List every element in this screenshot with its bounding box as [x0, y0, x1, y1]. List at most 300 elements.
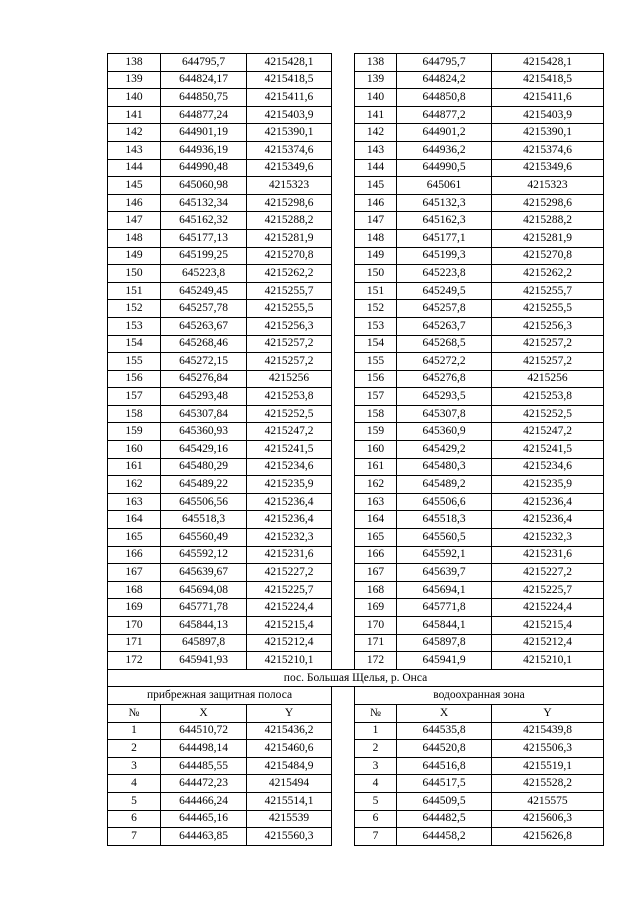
- header-number-right: №: [355, 704, 397, 722]
- y-coordinate-right: 4215256: [492, 370, 604, 388]
- point-number-right: 2: [355, 740, 397, 758]
- x-coordinate-left: 645268,46: [161, 335, 247, 353]
- column-gap: [332, 529, 355, 547]
- table-row: [108, 405, 604, 423]
- x-coordinate-left: 645293,48: [161, 388, 247, 406]
- y-coordinate-left: 4215418,5: [247, 71, 332, 89]
- header-y-left: Y: [247, 704, 332, 722]
- x-coordinate-left: 644463,85: [161, 828, 247, 846]
- point-number-right: 143: [355, 141, 397, 159]
- column-gap: [332, 300, 355, 318]
- y-coordinate-left: 4215270,8: [247, 247, 332, 265]
- x-coordinate-left: 645360,93: [161, 423, 247, 441]
- x-coordinate-left: 645941,93: [161, 652, 247, 670]
- table-row: [108, 775, 604, 793]
- point-number-right: 148: [355, 229, 397, 247]
- x-coordinate-right: 644520,8: [397, 740, 492, 758]
- point-number-right: 3: [355, 757, 397, 775]
- x-coordinate-right: 645307,8: [397, 405, 492, 423]
- table-row: [108, 476, 604, 494]
- x-coordinate-left: 645560,49: [161, 529, 247, 547]
- table-row: [108, 546, 604, 564]
- table-row: [108, 300, 604, 318]
- point-number-right: 160: [355, 441, 397, 459]
- y-coordinate-right: 4215418,5: [492, 71, 604, 89]
- column-gap: [332, 704, 355, 722]
- x-coordinate-left: 645592,12: [161, 546, 247, 564]
- x-coordinate-right: 645771,8: [397, 599, 492, 617]
- table-row: [108, 740, 604, 758]
- y-coordinate-right: 4215212,4: [492, 634, 604, 652]
- point-number-left: 170: [108, 617, 161, 635]
- y-coordinate-right: 4215606,3: [492, 810, 604, 828]
- x-coordinate-right: 645694,1: [397, 581, 492, 599]
- column-gap: [332, 247, 355, 265]
- point-number-right: 151: [355, 282, 397, 300]
- column-gap: [332, 564, 355, 582]
- y-coordinate-right: 4215224,4: [492, 599, 604, 617]
- y-coordinate-right: 4215252,5: [492, 405, 604, 423]
- point-number-right: 5: [355, 792, 397, 810]
- y-coordinate-left: 4215484,9: [247, 757, 332, 775]
- y-coordinate-left: 4215560,3: [247, 828, 332, 846]
- table-row: [108, 564, 604, 582]
- x-coordinate-left: 645771,78: [161, 599, 247, 617]
- column-gap: [332, 141, 355, 159]
- y-coordinate-right: 4215215,4: [492, 617, 604, 635]
- point-number-left: 140: [108, 89, 161, 107]
- zone-title-left: прибрежная защитная полоса: [108, 687, 332, 705]
- y-coordinate-right: 4215349,6: [492, 159, 604, 177]
- x-coordinate-right: 645489,2: [397, 476, 492, 494]
- y-coordinate-left: 4215298,6: [247, 194, 332, 212]
- point-number-left: 161: [108, 458, 161, 476]
- point-number-right: 140: [355, 89, 397, 107]
- x-coordinate-left: 644510,72: [161, 722, 247, 740]
- column-gap: [332, 511, 355, 529]
- x-coordinate-left: 645257,78: [161, 300, 247, 318]
- y-coordinate-left: 4215224,4: [247, 599, 332, 617]
- column-gap: [332, 581, 355, 599]
- zone-title-right: водоохранная зона: [355, 687, 604, 705]
- y-coordinate-left: 4215210,1: [247, 652, 332, 670]
- x-coordinate-right: 645257,8: [397, 300, 492, 318]
- y-coordinate-right: 4215236,4: [492, 493, 604, 511]
- y-coordinate-right: 4215236,4: [492, 511, 604, 529]
- x-coordinate-left: 645506,56: [161, 493, 247, 511]
- table-row: [108, 529, 604, 547]
- point-number-right: 155: [355, 353, 397, 371]
- x-coordinate-left: 645272,15: [161, 353, 247, 371]
- column-gap: [332, 370, 355, 388]
- y-coordinate-right: 4215439,8: [492, 722, 604, 740]
- point-number-right: 4: [355, 775, 397, 793]
- point-number-right: 166: [355, 546, 397, 564]
- column-gap: [332, 828, 355, 846]
- y-coordinate-right: 4215256,3: [492, 317, 604, 335]
- point-number-left: 159: [108, 423, 161, 441]
- x-coordinate-left: 645844,13: [161, 617, 247, 635]
- table-row: [108, 810, 604, 828]
- column-gap: [332, 405, 355, 423]
- x-coordinate-left: 645639,67: [161, 564, 247, 582]
- section-body: [108, 669, 604, 722]
- x-coordinate-right: 645177,1: [397, 229, 492, 247]
- x-coordinate-left: 645060,98: [161, 177, 247, 195]
- column-gap: [332, 810, 355, 828]
- point-number-left: 143: [108, 141, 161, 159]
- column-gap: [332, 458, 355, 476]
- point-number-left: 164: [108, 511, 161, 529]
- y-coordinate-left: 4215374,6: [247, 141, 332, 159]
- x-coordinate-left: 645694,08: [161, 581, 247, 599]
- table-row: [108, 335, 604, 353]
- point-number-left: 147: [108, 212, 161, 230]
- point-number-left: 148: [108, 229, 161, 247]
- y-coordinate-right: 4215403,9: [492, 106, 604, 124]
- point-number-left: 149: [108, 247, 161, 265]
- point-number-right: 150: [355, 265, 397, 283]
- point-number-right: 172: [355, 652, 397, 670]
- x-coordinate-left: 645223,8: [161, 265, 247, 283]
- point-number-left: 154: [108, 335, 161, 353]
- x-coordinate-right: 644516,8: [397, 757, 492, 775]
- y-coordinate-left: 4215253,8: [247, 388, 332, 406]
- table-row: [108, 441, 604, 459]
- y-coordinate-left: 4215225,7: [247, 581, 332, 599]
- y-coordinate-right: 4215210,1: [492, 652, 604, 670]
- y-coordinate-left: 4215256: [247, 370, 332, 388]
- y-coordinate-right: 4215247,2: [492, 423, 604, 441]
- column-gap: [332, 265, 355, 283]
- point-number-right: 7: [355, 828, 397, 846]
- point-number-right: 165: [355, 529, 397, 547]
- y-coordinate-left: 4215514,1: [247, 792, 332, 810]
- x-coordinate-left: 645480,29: [161, 458, 247, 476]
- x-coordinate-left: 644795,7: [161, 54, 247, 72]
- x-coordinate-left: 644466,24: [161, 792, 247, 810]
- table-row: [108, 265, 604, 283]
- x-coordinate-right: 644990,5: [397, 159, 492, 177]
- top-coordinates-body: [108, 54, 604, 670]
- y-coordinate-left: 4215212,4: [247, 634, 332, 652]
- y-coordinate-right: 4215255,5: [492, 300, 604, 318]
- point-number-left: 163: [108, 493, 161, 511]
- point-number-right: 152: [355, 300, 397, 318]
- point-number-left: 165: [108, 529, 161, 547]
- table-row: [108, 599, 604, 617]
- y-coordinate-left: 4215436,2: [247, 722, 332, 740]
- x-coordinate-left: 645263,67: [161, 317, 247, 335]
- point-number-right: 170: [355, 617, 397, 635]
- point-number-right: 146: [355, 194, 397, 212]
- point-number-left: 7: [108, 828, 161, 846]
- table-row: [108, 106, 604, 124]
- y-coordinate-right: 4215253,8: [492, 388, 604, 406]
- point-number-right: 142: [355, 124, 397, 142]
- y-coordinate-left: 4215428,1: [247, 54, 332, 72]
- x-coordinate-left: 645489,22: [161, 476, 247, 494]
- x-coordinate-left: 645199,25: [161, 247, 247, 265]
- column-header-row: [108, 704, 604, 722]
- y-coordinate-right: 4215235,9: [492, 476, 604, 494]
- table-row: [108, 54, 604, 72]
- column-gap: [332, 617, 355, 635]
- x-coordinate-right: 645429,2: [397, 441, 492, 459]
- point-number-left: 169: [108, 599, 161, 617]
- x-coordinate-left: 645897,8: [161, 634, 247, 652]
- y-coordinate-right: 4215234,6: [492, 458, 604, 476]
- y-coordinate-left: 4215288,2: [247, 212, 332, 230]
- point-number-right: 145: [355, 177, 397, 195]
- table-row: [108, 458, 604, 476]
- column-gap: [332, 159, 355, 177]
- x-coordinate-right: 645844,1: [397, 617, 492, 635]
- column-gap: [332, 54, 355, 72]
- x-coordinate-left: 644465,16: [161, 810, 247, 828]
- x-coordinate-right: 645897,8: [397, 634, 492, 652]
- x-coordinate-left: 645276,84: [161, 370, 247, 388]
- point-number-left: 144: [108, 159, 161, 177]
- table-row: [108, 828, 604, 846]
- y-coordinate-right: 4215390,1: [492, 124, 604, 142]
- y-coordinate-right: 4215232,3: [492, 529, 604, 547]
- x-coordinate-right: 645560,5: [397, 529, 492, 547]
- table-row: [108, 89, 604, 107]
- x-coordinate-right: 645132,3: [397, 194, 492, 212]
- x-coordinate-left: 645518,3: [161, 511, 247, 529]
- table-row: [108, 282, 604, 300]
- x-coordinate-left: 645177,13: [161, 229, 247, 247]
- y-coordinate-left: 4215241,5: [247, 441, 332, 459]
- coordinates-table: [107, 53, 604, 846]
- point-number-left: 157: [108, 388, 161, 406]
- point-number-right: 147: [355, 212, 397, 230]
- x-coordinate-left: 645429,16: [161, 441, 247, 459]
- table-row: [108, 493, 604, 511]
- x-coordinate-right: 645263,7: [397, 317, 492, 335]
- point-number-left: 6: [108, 810, 161, 828]
- header-x-right: X: [397, 704, 492, 722]
- x-coordinate-right: 644795,7: [397, 54, 492, 72]
- header-y-right: Y: [492, 704, 604, 722]
- x-coordinate-right: 645518,3: [397, 511, 492, 529]
- column-gap: [332, 317, 355, 335]
- y-coordinate-left: 4215403,9: [247, 106, 332, 124]
- table-row: [108, 194, 604, 212]
- column-gap: [332, 687, 355, 705]
- column-gap: [332, 335, 355, 353]
- column-gap: [332, 652, 355, 670]
- column-gap: [332, 106, 355, 124]
- point-number-left: 138: [108, 54, 161, 72]
- point-number-left: 150: [108, 265, 161, 283]
- y-coordinate-left: 4215215,4: [247, 617, 332, 635]
- section-title: пос. Большая Щелья, р. Онса: [108, 669, 604, 687]
- point-number-right: 162: [355, 476, 397, 494]
- y-coordinate-left: 4215257,2: [247, 353, 332, 371]
- x-coordinate-left: 644901,19: [161, 124, 247, 142]
- y-coordinate-right: 4215374,6: [492, 141, 604, 159]
- x-coordinate-left: 644472,23: [161, 775, 247, 793]
- zone-title-row: [108, 687, 604, 705]
- y-coordinate-right: 4215298,6: [492, 194, 604, 212]
- x-coordinate-right: 645272,2: [397, 353, 492, 371]
- y-coordinate-left: 4215256,3: [247, 317, 332, 335]
- point-number-right: 6: [355, 810, 397, 828]
- x-coordinate-right: 644936,2: [397, 141, 492, 159]
- column-gap: [332, 722, 355, 740]
- table-row: [108, 229, 604, 247]
- column-gap: [332, 476, 355, 494]
- point-number-right: 158: [355, 405, 397, 423]
- x-coordinate-right: 644517,5: [397, 775, 492, 793]
- y-coordinate-left: 4215236,4: [247, 493, 332, 511]
- y-coordinate-left: 4215494: [247, 775, 332, 793]
- point-number-left: 145: [108, 177, 161, 195]
- point-number-left: 1: [108, 722, 161, 740]
- column-gap: [332, 493, 355, 511]
- point-number-left: 3: [108, 757, 161, 775]
- table-row: [108, 722, 604, 740]
- point-number-right: 161: [355, 458, 397, 476]
- table-row: [108, 141, 604, 159]
- point-number-right: 168: [355, 581, 397, 599]
- x-coordinate-right: 645360,9: [397, 423, 492, 441]
- y-coordinate-right: 4215257,2: [492, 353, 604, 371]
- x-coordinate-right: 645506,6: [397, 493, 492, 511]
- point-number-right: 167: [355, 564, 397, 582]
- point-number-right: 149: [355, 247, 397, 265]
- table-row: [108, 423, 604, 441]
- y-coordinate-left: 4215247,2: [247, 423, 332, 441]
- x-coordinate-left: 644877,24: [161, 106, 247, 124]
- header-number-left: №: [108, 704, 161, 722]
- column-gap: [332, 423, 355, 441]
- point-number-right: 156: [355, 370, 397, 388]
- point-number-left: 4: [108, 775, 161, 793]
- point-number-right: 144: [355, 159, 397, 177]
- x-coordinate-left: 644936,19: [161, 141, 247, 159]
- y-coordinate-right: 4215225,7: [492, 581, 604, 599]
- column-gap: [332, 282, 355, 300]
- point-number-right: 163: [355, 493, 397, 511]
- table-row: [108, 212, 604, 230]
- y-coordinate-right: 4215626,8: [492, 828, 604, 846]
- point-number-right: 157: [355, 388, 397, 406]
- y-coordinate-right: 4215231,6: [492, 546, 604, 564]
- y-coordinate-left: 4215262,2: [247, 265, 332, 283]
- y-coordinate-left: 4215323: [247, 177, 332, 195]
- column-gap: [332, 599, 355, 617]
- y-coordinate-right: 4215255,7: [492, 282, 604, 300]
- x-coordinate-right: 644482,5: [397, 810, 492, 828]
- point-number-left: 146: [108, 194, 161, 212]
- point-number-right: 171: [355, 634, 397, 652]
- x-coordinate-left: 645307,84: [161, 405, 247, 423]
- y-coordinate-left: 4215281,9: [247, 229, 332, 247]
- point-number-left: 156: [108, 370, 161, 388]
- x-coordinate-right: 645249,5: [397, 282, 492, 300]
- y-coordinate-right: 4215288,2: [492, 212, 604, 230]
- x-coordinate-right: 645480,3: [397, 458, 492, 476]
- y-coordinate-right: 4215519,1: [492, 757, 604, 775]
- x-coordinate-right: 645268,5: [397, 335, 492, 353]
- x-coordinate-right: 644877,2: [397, 106, 492, 124]
- y-coordinate-left: 4215231,6: [247, 546, 332, 564]
- x-coordinate-right: 644850,8: [397, 89, 492, 107]
- y-coordinate-left: 4215227,2: [247, 564, 332, 582]
- table-row: [108, 71, 604, 89]
- column-gap: [332, 229, 355, 247]
- x-coordinate-right: 645162,3: [397, 212, 492, 230]
- point-number-left: 2: [108, 740, 161, 758]
- table-row: [108, 159, 604, 177]
- point-number-right: 139: [355, 71, 397, 89]
- table-row: [108, 757, 604, 775]
- y-coordinate-right: 4215241,5: [492, 441, 604, 459]
- column-gap: [332, 757, 355, 775]
- table-row: [108, 652, 604, 670]
- table-row: [108, 792, 604, 810]
- x-coordinate-left: 644990,48: [161, 159, 247, 177]
- column-gap: [332, 194, 355, 212]
- point-number-left: 152: [108, 300, 161, 318]
- y-coordinate-right: 4215257,2: [492, 335, 604, 353]
- x-coordinate-left: 645132,34: [161, 194, 247, 212]
- x-coordinate-right: 644535,8: [397, 722, 492, 740]
- table-row: [108, 634, 604, 652]
- header-x-left: X: [161, 704, 247, 722]
- y-coordinate-right: 4215528,2: [492, 775, 604, 793]
- section-title-row: [108, 669, 604, 687]
- column-gap: [332, 740, 355, 758]
- x-coordinate-left: 645249,45: [161, 282, 247, 300]
- point-number-left: 153: [108, 317, 161, 335]
- y-coordinate-right: 4215506,3: [492, 740, 604, 758]
- x-coordinate-right: 644458,2: [397, 828, 492, 846]
- y-coordinate-right: 4215411,6: [492, 89, 604, 107]
- point-number-right: 141: [355, 106, 397, 124]
- y-coordinate-left: 4215255,7: [247, 282, 332, 300]
- x-coordinate-left: 645162,32: [161, 212, 247, 230]
- y-coordinate-left: 4215232,3: [247, 529, 332, 547]
- column-gap: [332, 353, 355, 371]
- table-row: [108, 370, 604, 388]
- x-coordinate-right: 645592,1: [397, 546, 492, 564]
- table-row: [108, 617, 604, 635]
- column-gap: [332, 124, 355, 142]
- y-coordinate-right: 4215262,2: [492, 265, 604, 283]
- x-coordinate-right: 644509,5: [397, 792, 492, 810]
- y-coordinate-right: 4215270,8: [492, 247, 604, 265]
- point-number-left: 139: [108, 71, 161, 89]
- x-coordinate-right: 645639,7: [397, 564, 492, 582]
- x-coordinate-right: 644901,2: [397, 124, 492, 142]
- column-gap: [332, 388, 355, 406]
- column-gap: [332, 546, 355, 564]
- y-coordinate-left: 4215234,6: [247, 458, 332, 476]
- point-number-left: 166: [108, 546, 161, 564]
- x-coordinate-left: 644850,75: [161, 89, 247, 107]
- y-coordinate-right: 4215323: [492, 177, 604, 195]
- point-number-left: 151: [108, 282, 161, 300]
- table-row: [108, 317, 604, 335]
- column-gap: [332, 634, 355, 652]
- column-gap: [332, 89, 355, 107]
- x-coordinate-right: 645061: [397, 177, 492, 195]
- y-coordinate-left: 4215460,6: [247, 740, 332, 758]
